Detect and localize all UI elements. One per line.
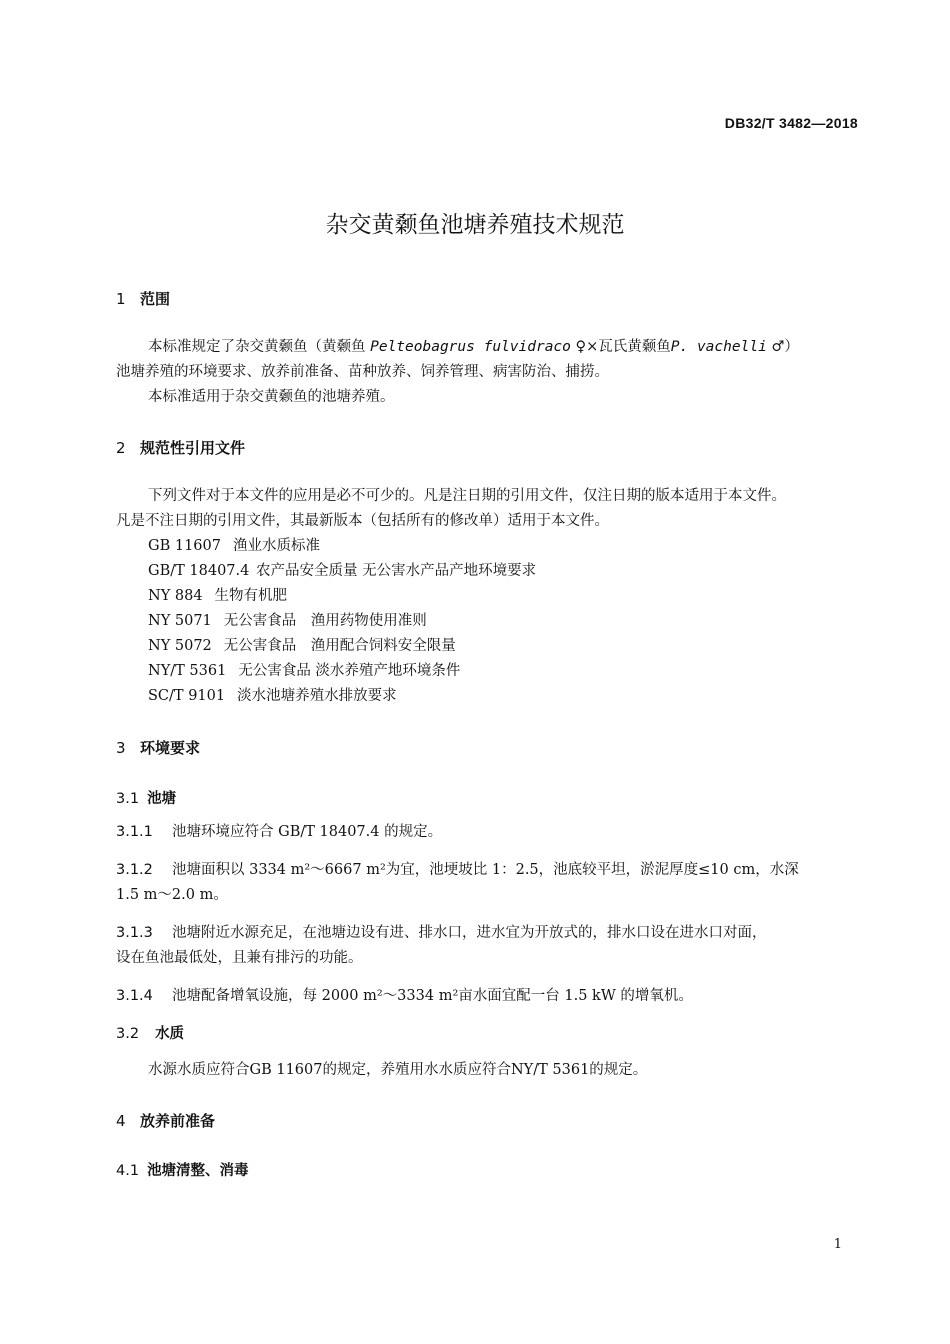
text-run: 本标准规定了杂交黄颡鱼（黄颡鱼 [148, 339, 371, 355]
clause-3-1-2-line1 [116, 858, 799, 883]
clause-3-1-1 [116, 820, 442, 845]
clause-text: 池塘配备增氧设施，每 2000 m²～3334 m²亩水面宜配一台 1.5 kW 的增氧机。 [172, 988, 693, 1004]
section-number: 4 [116, 1112, 126, 1130]
subsection-heading-pond [116, 787, 176, 808]
reference-title: 生物有机肥 [214, 588, 288, 604]
scope-paragraph-line1 [148, 335, 799, 360]
section-title: 环境要求 [140, 739, 201, 757]
reference-item [148, 559, 536, 584]
subsection-heading-water-quality [116, 1022, 184, 1043]
reference-code: NY 884 [148, 588, 203, 604]
clause-3-1-3-line1 [116, 921, 767, 946]
reference-code: GB 11607 [148, 538, 221, 554]
document-title: 杂交黄颡鱼池塘养殖技术规范 [325, 212, 625, 238]
subsection-number: 4.1 [116, 1163, 140, 1179]
page-number: 1 [833, 1237, 842, 1252]
clause-text: 池塘环境应符合 GB/T 18407.4 的规定。 [172, 824, 443, 840]
scientific-name: Pelteobagrus fulvidraco [370, 339, 571, 355]
reference-code: NY/T 5361 [148, 663, 227, 679]
text-run: ♀×瓦氏黄颡鱼 [570, 339, 671, 355]
section-heading-scope [116, 288, 170, 309]
reference-title: 无公害食品 淡水养殖产地环境条件 [238, 663, 461, 679]
scientific-name: P. vachelli [670, 339, 767, 355]
subsection-heading-pond-cleaning [116, 1159, 249, 1180]
reference-item [148, 634, 456, 659]
reference-title: 渔业水质标准 [232, 538, 320, 554]
subsection-title: 池塘清整、消毒 [147, 1163, 249, 1179]
reference-code: NY 5071 [148, 613, 212, 629]
water-quality-paragraph: 水源水质应符合GB 11607的规定，养殖用水水质应符合NY/T 5361的规定。 [148, 1062, 648, 1078]
section-title: 规范性引用文件 [140, 439, 246, 457]
section-number: 1 [116, 290, 126, 308]
clause-3-1-3-line2: 设在鱼池最低处，且兼有排污的功能。 [116, 950, 363, 966]
reference-title: 无公害食品 渔用配合饲料安全限量 [223, 638, 456, 654]
subsection-number: 3.2 [116, 1026, 140, 1042]
clause-3-1-2-line2: 1.5 m～2.0 m。 [116, 887, 228, 903]
clause-text: 池塘附近水源充足，在池塘边设有进、排水口，进水宜为开放式的，排水口设在进水口对面， [172, 925, 767, 941]
reference-code: GB/T 18407.4 [148, 563, 250, 579]
reference-code: NY 5072 [148, 638, 212, 654]
section-heading-preparation [116, 1110, 215, 1131]
scope-paragraph-2: 本标准适用于杂交黄颡鱼的池塘养殖。 [148, 389, 395, 405]
reference-item [148, 684, 397, 709]
subsection-number: 3.1 [116, 791, 140, 807]
text-run: ♂） [766, 339, 799, 355]
clause-number: 3.1.4 [116, 988, 153, 1004]
reference-title: 农产品安全质量 无公害水产品产地环境要求 [255, 563, 537, 579]
clause-number: 3.1.3 [116, 925, 153, 941]
section-title: 范围 [140, 290, 171, 308]
clause-number: 3.1.2 [116, 862, 153, 878]
reference-title: 无公害食品 渔用药物使用准则 [223, 613, 427, 629]
clause-3-1-4 [116, 984, 693, 1009]
subsection-title: 水质 [155, 1026, 185, 1042]
section-title: 放养前准备 [140, 1112, 216, 1130]
reference-code: SC/T 9101 [148, 688, 226, 704]
section-heading-environment [116, 737, 200, 758]
section-heading-normative-references [116, 437, 245, 458]
document-code: DB32/T 3482—2018 [724, 115, 858, 131]
scope-paragraph-line2: 池塘养殖的环境要求、放养前准备、苗种放养、饲养管理、病害防治、捕捞。 [116, 364, 609, 380]
reference-item [148, 584, 287, 609]
reference-item [148, 534, 320, 559]
clause-text: 池塘面积以 3334 m²～6667 m²为宜，池埂坡比 1：2.5，池底较平坦，淤泥厚度≤10 cm，水深 [172, 862, 799, 878]
clause-number: 3.1.1 [116, 824, 153, 840]
reference-item [148, 609, 427, 634]
references-intro-line1: 下列文件对于本文件的应用是必不可少的。凡是注日期的引用文件，仅注日期的版本适用于本文件。 [148, 488, 786, 504]
section-number: 2 [116, 439, 126, 457]
reference-title: 淡水池塘养殖水排放要求 [237, 688, 397, 704]
reference-item [148, 659, 460, 684]
references-intro-line2: 凡是不注日期的引用文件，其最新版本（包括所有的修改单）适用于本文件。 [116, 513, 609, 529]
section-number: 3 [116, 739, 126, 757]
subsection-title: 池塘 [147, 791, 177, 807]
